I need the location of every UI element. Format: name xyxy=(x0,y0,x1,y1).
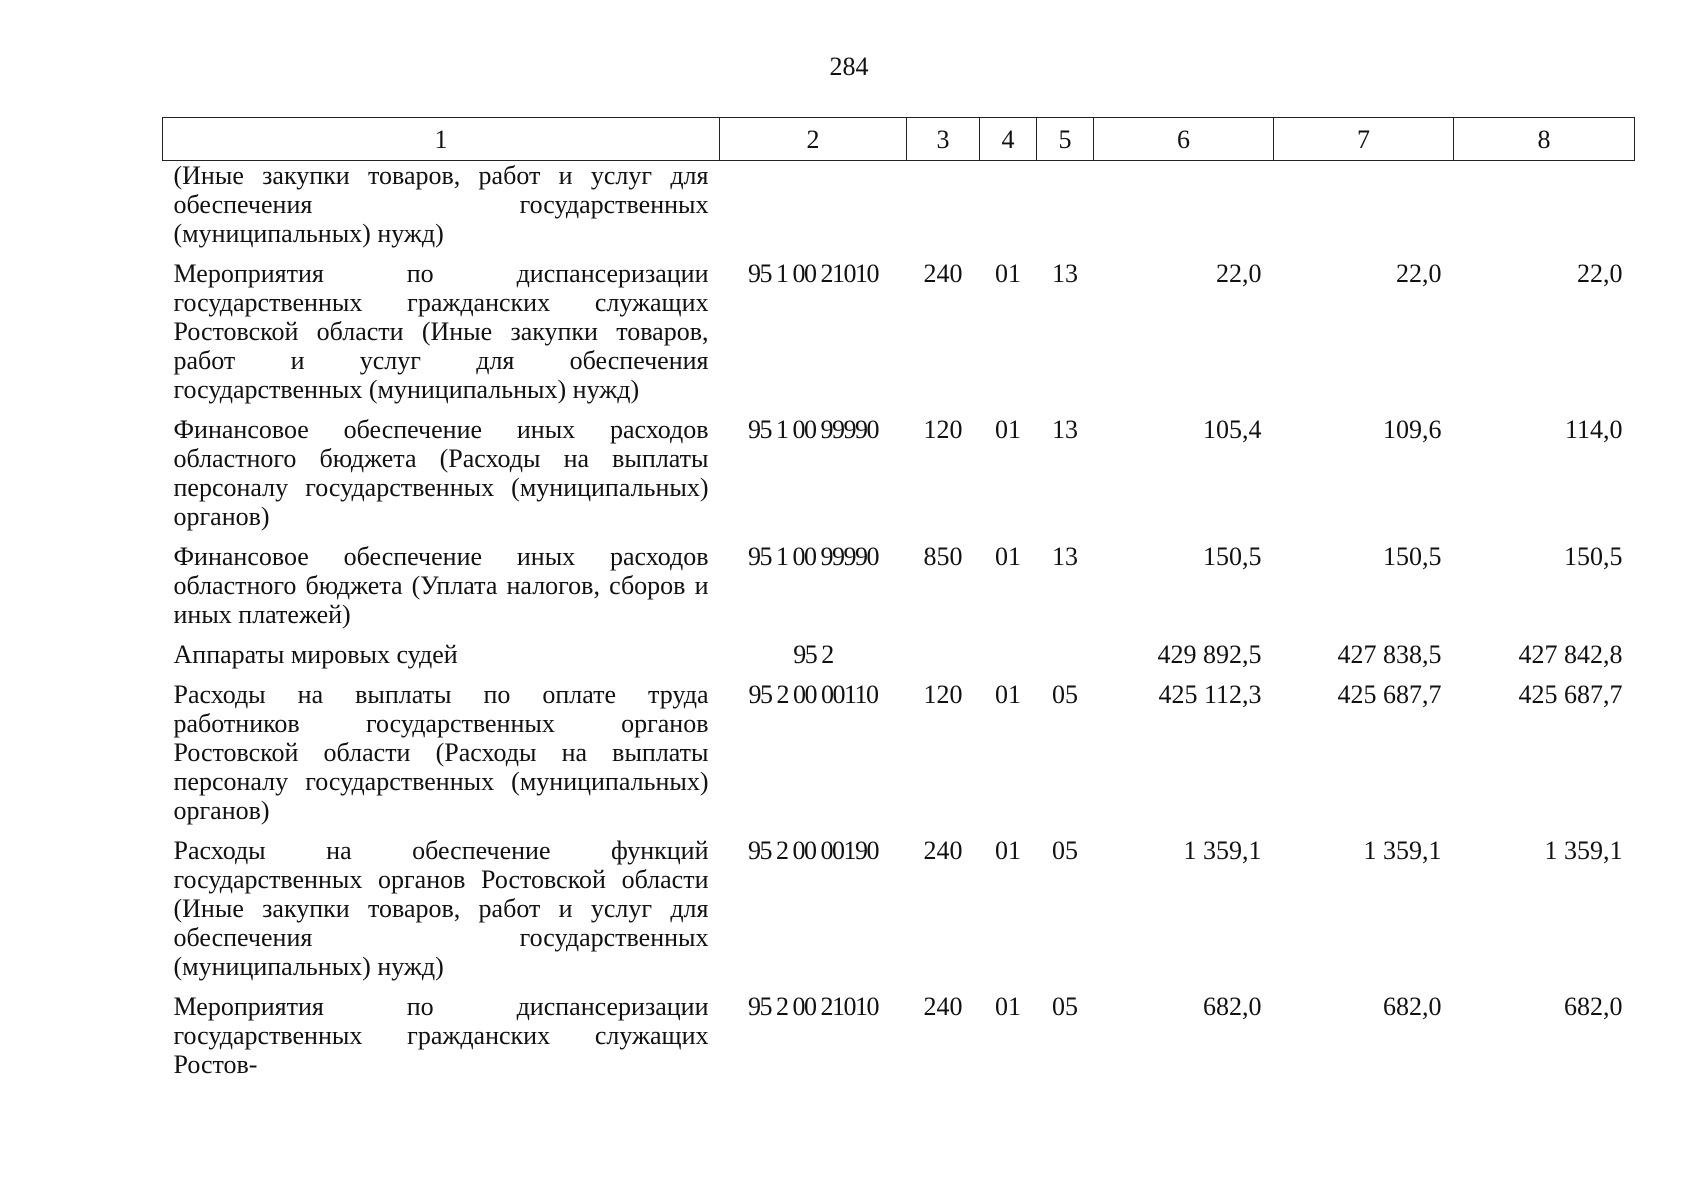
row-section: 01 xyxy=(995,836,1021,865)
table-row xyxy=(163,161,1635,260)
row-amount-col8: 150,5 xyxy=(1564,542,1623,571)
table-row xyxy=(163,259,1635,415)
row-amount-col6: 425 112,3 xyxy=(1158,680,1262,709)
header-col-8: 8 xyxy=(1454,118,1635,161)
row-name: Расходы на обеспечение функций государственных органов Ростовской области (Иные закупки товаров, работ и услуг для обеспечения государственных (муниципальных) нужд) xyxy=(173,836,709,981)
row-amount-col6 xyxy=(1094,161,1274,260)
row-amount-col7: 1 359,1 xyxy=(1363,836,1442,865)
row-amount-col7 xyxy=(1274,161,1454,260)
row-section: 01 xyxy=(995,992,1021,1021)
header-col-1: 1 xyxy=(163,118,720,161)
row-amount-col8: 114,0 xyxy=(1564,415,1623,444)
row-target-code: 95 2 00 00190 xyxy=(748,836,878,865)
header-col-4: 4 xyxy=(980,118,1037,161)
header-col-7: 7 xyxy=(1274,118,1454,161)
row-target-code: 95 1 00 99990 xyxy=(748,542,878,571)
row-subsection xyxy=(1037,161,1094,260)
row-expense-type: 240 xyxy=(923,259,963,288)
table-row xyxy=(163,542,1635,640)
row-target-code: 95 2 xyxy=(793,640,833,669)
page-number: 284 xyxy=(829,52,869,81)
row-amount-col8: 425 687,7 xyxy=(1518,680,1623,709)
row-amount-col8: 22,0 xyxy=(1577,259,1623,288)
table-body xyxy=(163,161,1635,1091)
row-amount-col6: 150,5 xyxy=(1203,542,1262,571)
row-section xyxy=(980,640,1037,680)
row-target-code xyxy=(720,161,907,260)
row-expense-type: 120 xyxy=(923,680,963,709)
row-amount-col7: 427 838,5 xyxy=(1337,640,1442,669)
table-row xyxy=(163,640,1635,680)
table-row xyxy=(163,680,1635,836)
row-name: Финансовое обеспечение иных расходов областного бюджета (Расходы на выплаты персоналу государственных (муниципальных) органов) xyxy=(173,415,709,531)
row-name: Расходы на выплаты по оплате труда работников государственных органов Ростовской области (Расходы на выплаты персоналу государственных (муниципальных) органов) xyxy=(173,680,709,825)
row-section: 01 xyxy=(995,259,1021,288)
row-expense-type: 240 xyxy=(923,836,963,865)
row-amount-col8: 427 842,8 xyxy=(1518,640,1623,669)
row-amount-col6: 22,0 xyxy=(1216,259,1262,288)
row-expense-type xyxy=(907,161,980,260)
header-row xyxy=(163,118,1635,161)
row-amount-col7: 425 687,7 xyxy=(1337,680,1442,709)
row-expense-type xyxy=(907,640,980,680)
row-subsection: 13 xyxy=(1052,542,1078,571)
row-amount-col8: 1 359,1 xyxy=(1544,836,1623,865)
row-name: Аппараты мировых судей xyxy=(173,640,458,669)
header-col-6: 6 xyxy=(1094,118,1274,161)
row-target-code: 95 1 00 21010 xyxy=(748,259,878,288)
row-name: (Иные закупки товаров, работ и услуг для обеспечения государственных (муниципальных) нужд) xyxy=(173,161,709,248)
row-target-code: 95 2 00 00110 xyxy=(748,680,878,709)
row-subsection xyxy=(1037,640,1094,680)
table-row xyxy=(163,836,1635,992)
row-expense-type: 120 xyxy=(923,415,963,444)
row-amount-col8 xyxy=(1454,161,1635,260)
row-expense-type: 850 xyxy=(923,542,963,571)
row-amount-col7: 682,0 xyxy=(1383,992,1442,1021)
row-subsection: 05 xyxy=(1052,836,1078,865)
row-target-code: 95 2 00 21010 xyxy=(748,992,878,1021)
budget-table xyxy=(162,117,1635,1090)
row-target-code: 95 1 00 99990 xyxy=(748,415,878,444)
row-amount-col6: 429 892,5 xyxy=(1157,640,1262,669)
row-expense-type: 240 xyxy=(923,992,963,1021)
header-col-5: 5 xyxy=(1037,118,1094,161)
row-amount-col7: 22,0 xyxy=(1396,259,1442,288)
row-amount-col6: 1 359,1 xyxy=(1183,836,1262,865)
row-name: Мероприятия по диспансеризации государственных гражданских служащих Ростов- xyxy=(173,992,709,1079)
table-row xyxy=(163,992,1635,1090)
row-subsection: 13 xyxy=(1052,259,1078,288)
row-amount-col7: 109,6 xyxy=(1383,415,1442,444)
row-section: 01 xyxy=(995,542,1021,571)
header-col-2: 2 xyxy=(720,118,907,161)
row-name: Мероприятия по диспансеризации государственных гражданских служащих Ростовской области (Иные закупки товаров, работ и услуг для обеспечения государственных (муниципальных) нужд) xyxy=(173,259,709,404)
row-subsection: 13 xyxy=(1052,415,1078,444)
row-subsection: 05 xyxy=(1052,680,1078,709)
header-col-3: 3 xyxy=(907,118,980,161)
row-section: 01 xyxy=(995,415,1021,444)
row-amount-col6: 682,0 xyxy=(1203,992,1262,1021)
table-header xyxy=(163,118,1635,161)
row-amount-col7: 150,5 xyxy=(1383,542,1442,571)
row-amount-col6: 105,4 xyxy=(1203,415,1262,444)
table-row xyxy=(163,415,1635,542)
row-name: Финансовое обеспечение иных расходов областного бюджета (Уплата налогов, сборов и иных платежей) xyxy=(173,542,709,629)
row-section xyxy=(980,161,1037,260)
row-subsection: 05 xyxy=(1052,992,1078,1021)
row-section: 01 xyxy=(995,680,1021,709)
row-amount-col8: 682,0 xyxy=(1564,992,1623,1021)
